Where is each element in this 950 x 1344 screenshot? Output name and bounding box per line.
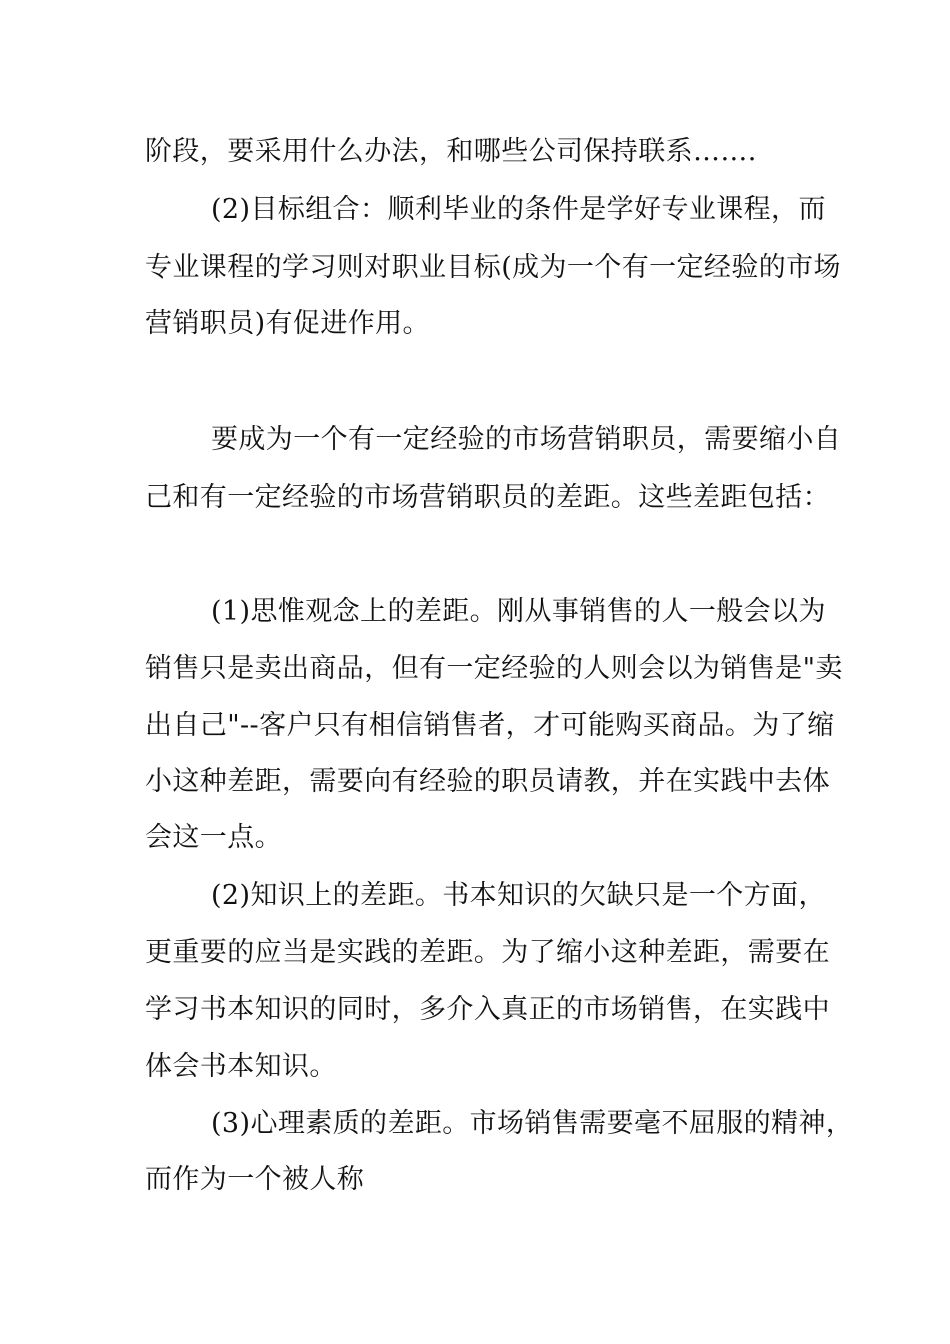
- text-line: 出自己"--客户只有相信销售者，才可能购买商品。为了缩: [145, 710, 835, 741]
- text-line: 要成为一个有一定经验的市场营销职员，需要缩小自: [211, 424, 842, 455]
- text-line: 学习书本知识的同时，多介入真正的市场销售，在实践中: [145, 994, 830, 1025]
- text-line: 己和有一定经验的市场营销职员的差距。这些差距包括：: [145, 482, 830, 513]
- text-line: (3)心理素质的差距。市场销售需要毫不屈服的精神，: [211, 1108, 854, 1139]
- text-line: 会这一点。: [145, 822, 282, 853]
- text-line: 小这种差距，需要向有经验的职员请教，并在实践中去体: [145, 766, 830, 797]
- text-line: 更重要的应当是实践的差距。为了缩小这种差距，需要在: [145, 937, 830, 968]
- text-line: (1)思惟观念上的差距。刚从事销售的人一般会以为: [211, 596, 826, 627]
- text-line: 而作为一个被人称: [145, 1164, 365, 1195]
- text-line: 营销职员)有促进作用。: [145, 308, 430, 339]
- text-line: (2)知识上的差距。书本知识的欠缺只是一个方面，: [211, 880, 826, 911]
- text-line: (2)目标组合：顺利毕业的条件是学好专业课程，而: [211, 194, 826, 225]
- text-line: 阶段，要采用什么办法，和哪些公司保持联系…….: [145, 136, 757, 167]
- text-line: 体会书本知识。: [145, 1051, 337, 1082]
- text-line: 销售只是卖出商品，但有一定经验的人则会以为销售是"卖: [145, 653, 843, 684]
- text-line: 专业课程的学习则对职业目标(成为一个有一定经验的市场: [145, 252, 841, 283]
